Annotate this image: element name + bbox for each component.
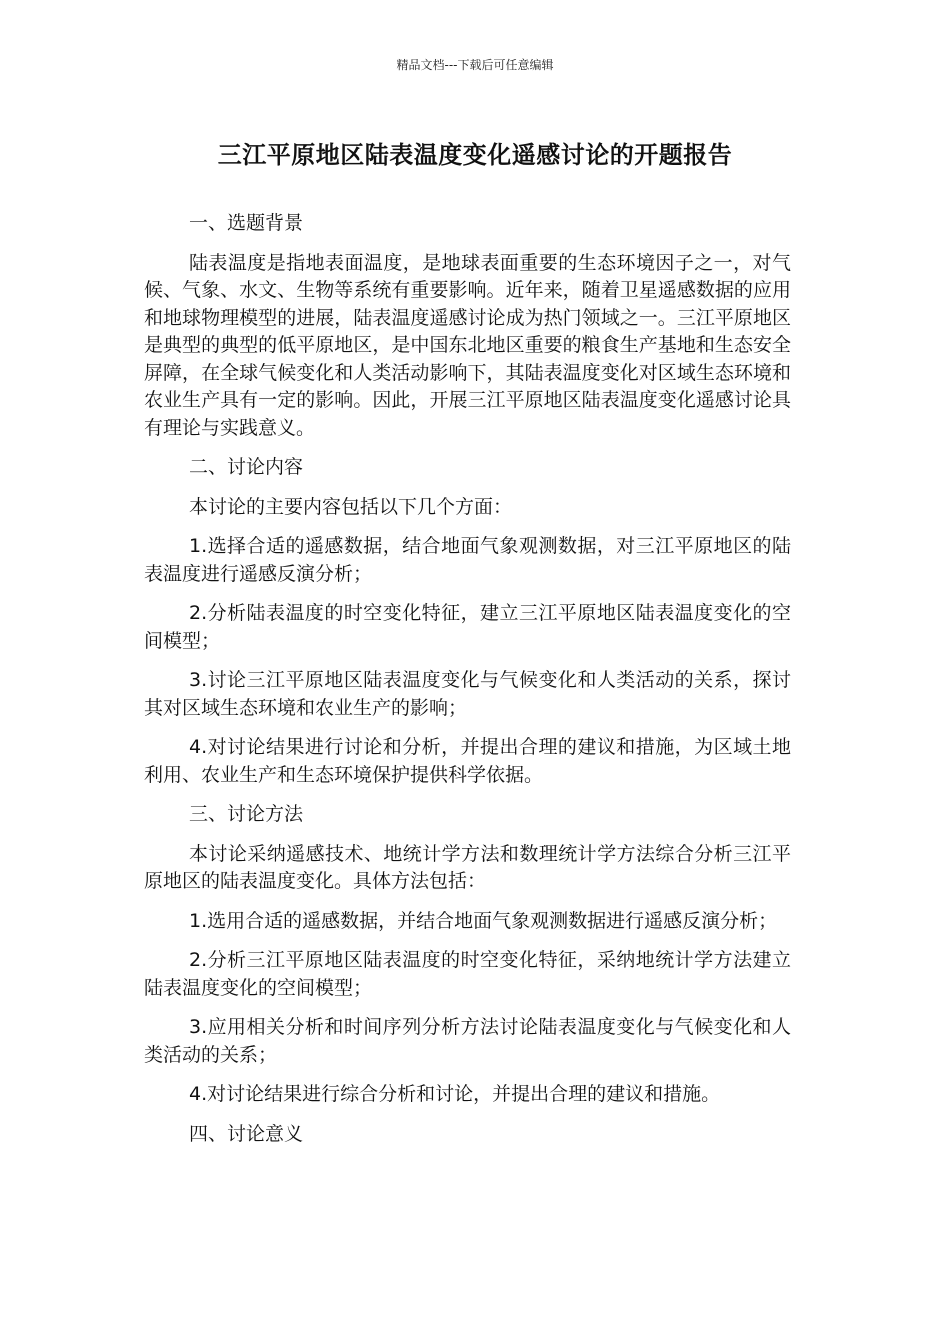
paragraph-method-item-2: 2.分析三江平原地区陆表温度的时空变化特征，采纳地统计学方法建立陆表温度变化的空间模型； — [144, 949, 791, 999]
paragraph-content-item-3: 3.讨论三江平原地区陆表温度变化与气候变化和人类活动的关系，探讨其对区域生态环境和农业生产的影响； — [144, 669, 791, 719]
section-heading-background: 一、选题背景 — [189, 212, 304, 234]
paragraph-background: 陆表温度是指地表面温度，是地球表面重要的生态环境因子之一，对气候、气象、水文、生物等系统有重要影响。近年来，随着卫星遥感数据的应用和地球物理模型的进展，陆表温度遥感讨论成为热门领域之一。三江平原地区是典型的典型的低平原地区，是中国东北地区重要的粮食生产基地和生态安全屏障，在全球气候变化和人类活动影响下，其陆表温度变化对区域生态环境和农业生产具有一定的影响。因此，开展三江平原地区陆表温度变化遥感讨论具有理论与实践意义。 — [144, 251, 791, 439]
document-title: 三江平原地区陆表温度变化遥感讨论的开题报告 — [217, 141, 733, 169]
paragraph-method-item-3: 3.应用相关分析和时间序列分析方法讨论陆表温度变化与气候变化和人类活动的关系； — [144, 1016, 791, 1066]
section-heading-content: 二、讨论内容 — [189, 456, 304, 478]
paragraph-content-item-4: 4.对讨论结果进行讨论和分析，并提出合理的建议和措施，为区域土地利用、农业生产和生态环境保护提供科学依据。 — [144, 736, 791, 786]
section-heading-method: 三、讨论方法 — [189, 803, 304, 825]
document-body — [144, 210, 791, 1160]
paragraph-content-intro: 本讨论的主要内容包括以下几个方面： — [189, 495, 513, 518]
header-note: 精品文档---下载后可任意编辑 — [396, 58, 554, 72]
paragraph-method-intro: 本讨论采纳遥感技术、地统计学方法和数理统计学方法综合分析三江平原地区的陆表温度变化。具体方法包括： — [144, 842, 791, 892]
section-heading-significance: 四、讨论意义 — [189, 1122, 304, 1145]
paragraph-content-item-2: 2.分析陆表温度的时空变化特征，建立三江平原地区陆表温度变化的空间模型； — [144, 602, 791, 652]
paragraph-content-item-1: 1.选择合适的遥感数据，结合地面气象观测数据，对三江平原地区的陆表温度进行遥感反演分析； — [144, 535, 791, 585]
paragraph-method-item-1: 1.选用合适的遥感数据，并结合地面气象观测数据进行遥感反演分析； — [189, 909, 778, 932]
paragraph-method-item-4: 4.对讨论结果进行综合分析和讨论，并提出合理的建议和措施。 — [189, 1083, 721, 1105]
